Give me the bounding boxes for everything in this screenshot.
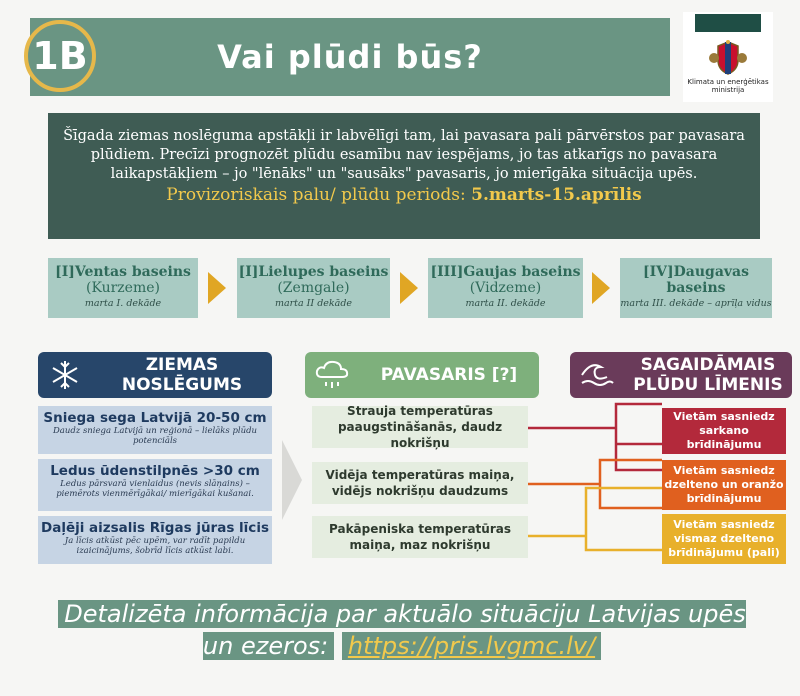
rain-cloud-icon: [314, 359, 350, 391]
coat-of-arms-icon: [708, 40, 748, 76]
intro-text: Šīgada ziemas noslēguma apstākļi ir labvēlīgi tam, lai pavasara pali pārvērstos par pavasara plūdiem. Precīzi prognozēt plūdu esamību nav iespējams, jo tas atkarīgs no pavasara laikapstākļiem – jo "lēnāks" un "sausāks" pavasaris, jo mierīgāka situācija upēs.: [63, 128, 745, 182]
basin-lielupe: [237, 258, 390, 318]
section-badge: 1B: [24, 20, 96, 92]
winter-item: [38, 459, 272, 511]
snowflake-icon: [49, 359, 81, 391]
period-label: Provizoriskais palu/ plūdu periods:: [166, 185, 466, 205]
logo-line-1: Klimata un enerģētikas: [687, 78, 769, 86]
arrow-icon: [400, 272, 418, 304]
basin-region: (Kurzeme): [85, 280, 160, 296]
level-red: Vietām sasniedz sarkano brīdinājumu: [662, 408, 786, 454]
basin-gauja: [428, 258, 583, 318]
basin-time: marta II dekāde: [274, 298, 353, 309]
winter-item-sub: Daudz sniega Latvijā un reģionā – lielāks plūdu potenciāls: [52, 426, 258, 446]
wave-icon: [579, 359, 615, 391]
footer-text: Detalizēta informācija par aktuālo situāciju Latvijas upēs un ezeros:: [58, 600, 745, 660]
logo-bar: [695, 14, 761, 32]
basin-time: marta II. dekāde: [465, 298, 546, 309]
period-line: [58, 186, 750, 205]
footer: [48, 598, 756, 662]
winter-item-main: Daļēji aizsalis Rīgas jūras līcis: [41, 520, 269, 536]
basin-region: (Vidzeme): [469, 280, 542, 296]
winter-item-sub: Ledus pārsvarā vienlaidus (nevis slāņains) – piemērots vienmērīgākai/ mierīgākai kušanai.: [56, 479, 254, 499]
ministry-logo: [683, 12, 773, 102]
spring-title: PAVASARIS [?]: [380, 365, 518, 385]
winter-item-main: Ledus ūdenstilpnēs >30 cm: [50, 463, 260, 479]
winter-header: [38, 352, 272, 398]
level-yellow: Vietām sasniedz vismaz dzelteno brīdinājumu (pali): [662, 514, 786, 564]
connector-lines: [528, 400, 664, 560]
winter-item-sub: Ja līcis atkūst pēc upēm, var radīt papildu izaicinājums, šobrīd līcis atkūst labi.: [64, 536, 246, 556]
winter-item: [38, 516, 272, 564]
winter-item: [38, 406, 272, 454]
flood-title: SAGAIDĀMAIS PLŪDU LĪMENIS: [633, 355, 783, 395]
winter-item-main: Sniega sega Latvijā 20-50 cm: [43, 410, 267, 426]
basin-daugava: [620, 258, 772, 318]
winter-title: ZIEMAS NOSLĒGUMS: [121, 355, 243, 395]
spring-scenario: Pakāpeniska temperatūras maiņa, maz nokrišņu: [312, 516, 528, 558]
basin-time: marta III. dekāde – aprīļa vidus: [620, 298, 772, 309]
basin-name: [I]Lielupes baseins: [238, 264, 389, 280]
info-link[interactable]: https://pris.lvgmc.lv/: [347, 632, 596, 660]
logo-text: [687, 78, 768, 94]
basin-name: [I]Ventas baseins: [55, 264, 191, 280]
chevron-right-icon: [278, 430, 306, 530]
intro-box: [48, 113, 760, 239]
title-banner: [30, 18, 670, 96]
level-orange: Vietām sasniedz dzelteno un oranžo brīdinājumu: [662, 460, 786, 510]
basin-name: [III]Gaujas baseins: [430, 264, 581, 280]
arrow-icon: [592, 272, 610, 304]
spring-header: [305, 352, 539, 398]
arrow-icon: [208, 272, 226, 304]
logo-line-2: ministrija: [711, 86, 745, 94]
spring-scenario: Strauja temperatūras paaugstināšanās, daudz nokrišņu: [312, 406, 528, 448]
basin-region: (Zemgale): [277, 280, 350, 296]
period-value: 5.marts-15.aprīlis: [471, 185, 642, 205]
flood-header: [570, 352, 792, 398]
spring-scenario: Vidēja temperatūras maiņa, vidējs nokrišņu daudzums: [312, 462, 528, 504]
basin-venta: [48, 258, 198, 318]
page-title: Vai plūdi būs?: [217, 38, 483, 76]
basin-name: [IV]Daugavas baseins: [643, 264, 749, 296]
basin-time: marta I. dekāde: [84, 298, 162, 309]
